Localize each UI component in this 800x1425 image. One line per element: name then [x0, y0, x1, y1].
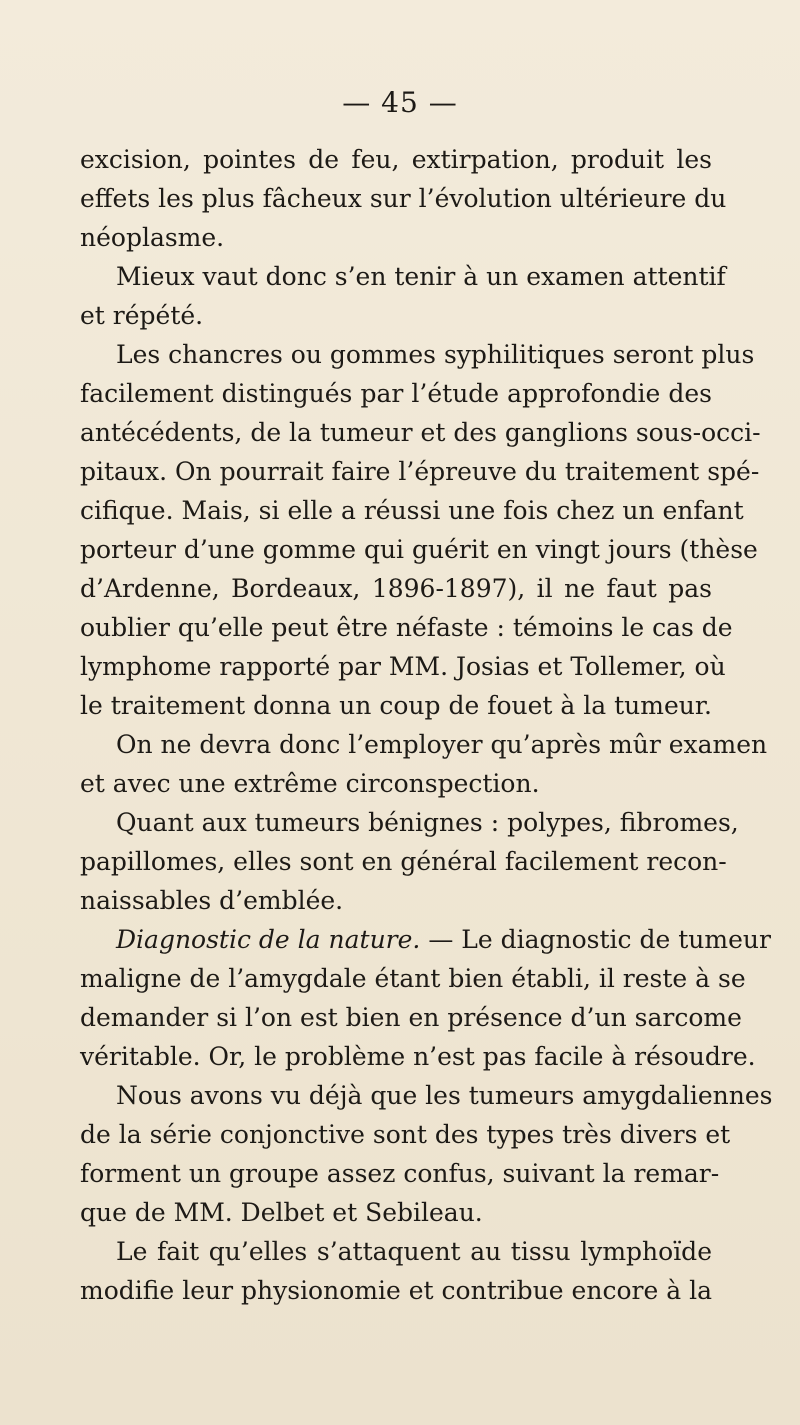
text-line: lymphome rapporté par MM. Josias et Tollemer, où	[80, 652, 726, 681]
text-line: que de MM. Delbet et Sebileau.	[80, 1198, 483, 1227]
text-line: le traitement donna un coup de fouet à la tumeur.	[80, 691, 712, 720]
text-line: effets les plus fâcheux sur l’évolution ultérieure du	[80, 184, 727, 213]
text-line: modifie leur physionomie et contribue encore à la	[80, 1276, 712, 1305]
text-line: oublier qu’elle peut être néfaste : témoins le cas de	[80, 613, 733, 642]
text-line: et répété.	[80, 301, 204, 330]
text-line: pitaux. On pourrait faire l’épreuve du traitement spé-	[80, 457, 760, 486]
text-line: excision, pointes de feu, extirpation, produit les	[80, 145, 712, 174]
text-line: Le fait qu’elles s’attaquent au tissu lymphoïde	[116, 1237, 712, 1266]
text-line: véritable. Or, le problème n’est pas facile à résoudre.	[80, 1042, 756, 1071]
text-line	[80, 920, 771, 959]
text-line: d’Ardenne, Bordeaux, 1896-1897), il ne faut pas	[80, 574, 712, 603]
text-line: demander si l’on est bien en présence d’un sarcome	[80, 1003, 742, 1032]
section-heading: Diagnostic de la nature.	[116, 925, 421, 954]
body-text	[80, 140, 773, 1310]
text-line: maligne de l’amygdale étant bien établi, il reste à se	[80, 964, 746, 993]
text-line: Les chancres ou gommes syphilitiques seront plus	[116, 340, 755, 369]
text-line: facilement distingués par l’étude approfondie des	[80, 379, 712, 408]
text-line: On ne devra donc l’employer qu’après mûr examen	[116, 730, 768, 759]
text-line: antécédents, de la tumeur et des ganglions sous-occi-	[80, 418, 761, 447]
text-line: et avec une extrême circonspection.	[80, 769, 540, 798]
text-line: naissables d’emblée.	[80, 886, 344, 915]
text-line: porteur d’une gomme qui guérit en vingt jours (thèse	[80, 535, 758, 564]
text-line: Quant aux tumeurs bénignes : polypes, fibromes,	[116, 808, 739, 837]
text-line: forment un groupe assez confus, suivant la remar-	[80, 1159, 720, 1188]
text-line: de la série conjonctive sont des types très divers et	[80, 1120, 731, 1149]
text-line: papillomes, elles sont en général facilement recon-	[80, 847, 727, 876]
text-line: néoplasme.	[80, 223, 225, 252]
text-line: Nous avons vu déjà que les tumeurs amygdaliennes	[116, 1081, 773, 1110]
text-line: Mieux vaut donc s’en tenir à un examen attentif	[116, 262, 726, 291]
page-number: — 45 —	[342, 86, 458, 119]
text-line: cifique. Mais, si elle a réussi une fois chez un enfant	[80, 496, 744, 525]
text-fragment: — Le diagnostic de tumeur	[428, 925, 771, 954]
